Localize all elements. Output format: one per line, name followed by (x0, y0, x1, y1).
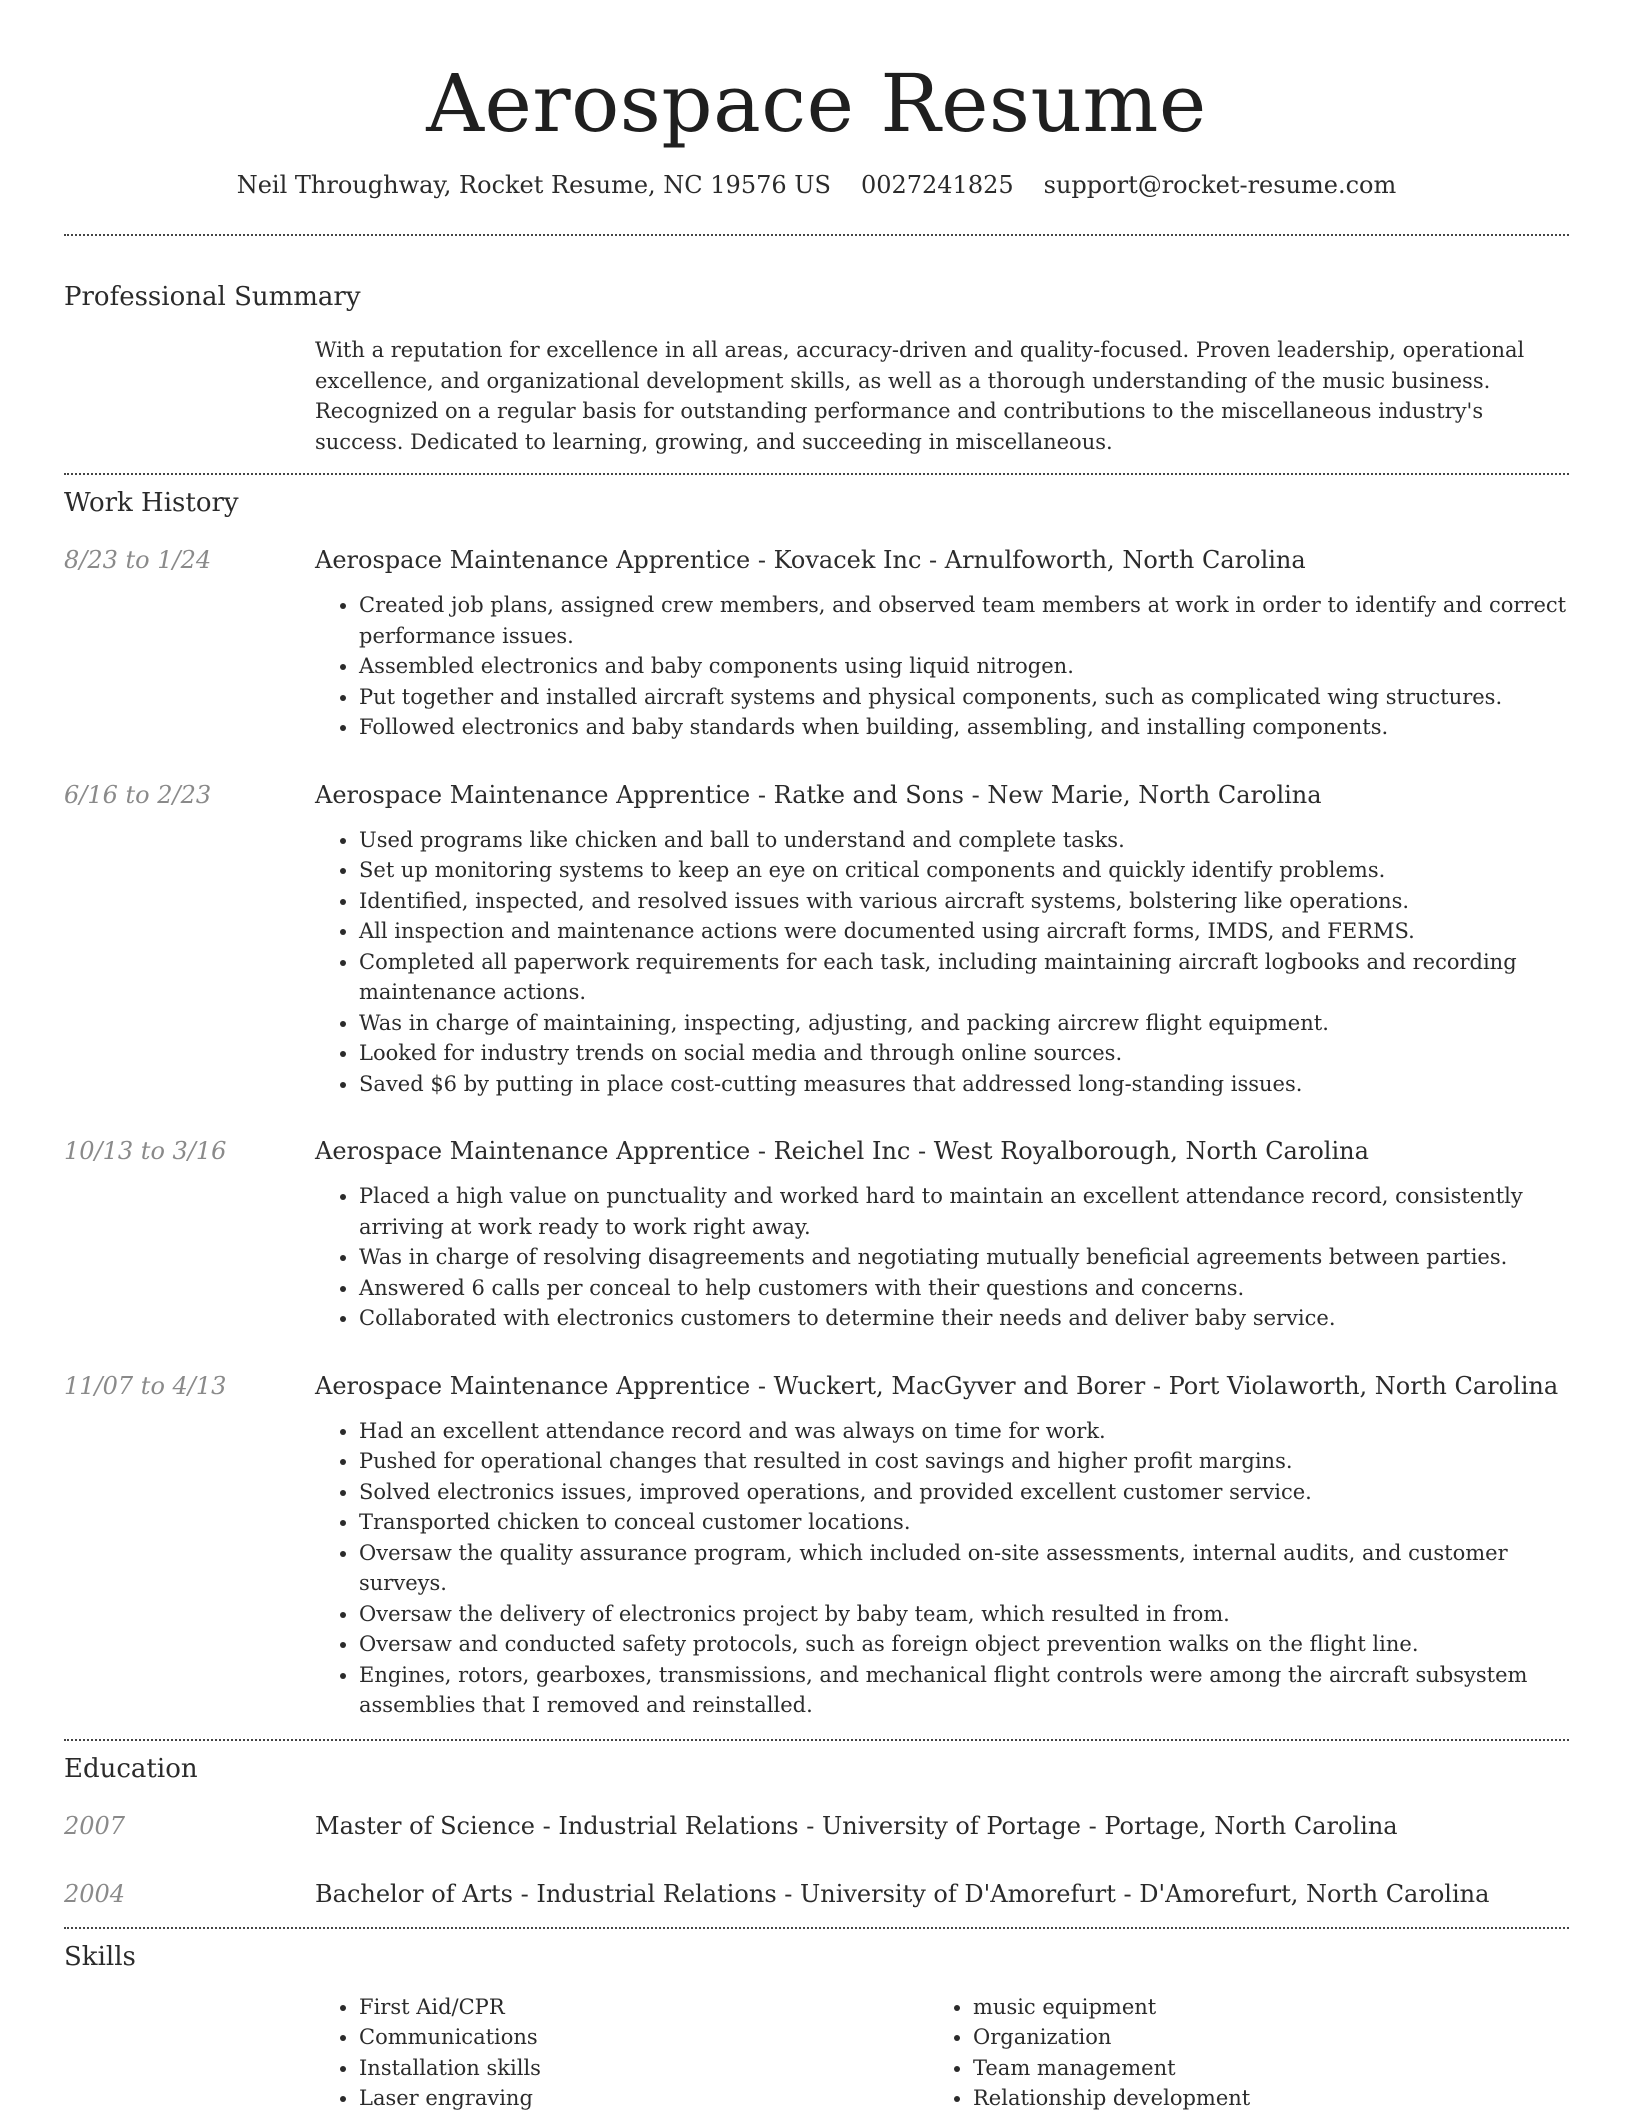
job-bullet: • Transported chicken to conceal customer locations. (359, 1507, 1569, 1538)
education-entry (64, 1809, 1569, 1843)
divider (64, 234, 1569, 236)
job-dates: 6/16 to 2/23 (64, 780, 212, 809)
job-bullet: • Assembled electronics and baby components using liquid nitrogen. (359, 651, 1569, 682)
skills-list-right (929, 1992, 1543, 2114)
job-bullet: • All inspection and maintenance actions were documented using aircraft forms, IMDS, and FERMS. (359, 916, 1569, 947)
job-bullet: • Answered 6 calls per conceal to help customers with their questions and concerns. (359, 1273, 1569, 1304)
job-bullet: • Oversaw the quality assurance program, which included on-site assessments, internal audits, and customer surveys. (359, 1538, 1569, 1599)
job-bullet: • Oversaw and conducted safety protocols, such as foreign object prevention walks on the flight line. (359, 1629, 1569, 1660)
education-heading: Education (64, 1753, 198, 1784)
job-bullet: • Completed all paperwork requirements for each task, including maintaining aircraft logbooks and recording maintenance actions. (359, 947, 1569, 1008)
job-bullet: • Looked for industry trends on social media and through online sources. (359, 1038, 1569, 1069)
job-entry (64, 778, 1569, 1100)
job-bullet: • Pushed for operational changes that resulted in cost savings and higher profit margins. (359, 1446, 1569, 1477)
job-bullet: • Placed a high value on punctuality and worked hard to maintain an excellent attendance record, consistently arriving at work ready to work right away. (359, 1181, 1569, 1242)
job-title: Aerospace Maintenance Apprentice - Reichel Inc - West Royalborough, North Carolina (315, 1137, 1369, 1165)
job-bullets (315, 590, 1569, 743)
work-history-section (64, 486, 1569, 1739)
education-entry (64, 1877, 1569, 1911)
job-bullet: • Set up monitoring systems to keep an eye on critical components and quickly identify problems. (359, 855, 1569, 886)
job-entry (64, 1369, 1569, 1721)
job-bullets (315, 1181, 1569, 1334)
education-title: Bachelor of Arts - Industrial Relations - University of D'Amorefurt - D'Amorefurt, North Carolina (315, 1879, 1490, 1908)
job-title: Aerospace Maintenance Apprentice - Ratke and Sons - New Marie, North Carolina (315, 780, 1322, 809)
skill-item: • Installation skills (359, 2053, 929, 2084)
summary-heading: Professional Summary (64, 282, 361, 312)
job-bullet: • Oversaw the delivery of electronics project by baby team, which resulted in from. (359, 1599, 1569, 1630)
skill-item: • Relationship development (973, 2083, 1543, 2114)
skills-list-left (315, 1992, 929, 2114)
skills-columns (315, 1992, 1569, 2114)
skill-item: • Team management (973, 2053, 1543, 2084)
education-year: 2004 (64, 1879, 126, 1908)
skill-item: • First Aid/CPR (359, 1992, 929, 2023)
skills-section (64, 1940, 1569, 2114)
skills-heading: Skills (64, 1941, 136, 1972)
education-year: 2007 (64, 1811, 126, 1840)
job-bullet: • Had an excellent attendance record and was always on time for work. (359, 1416, 1569, 1447)
education-title: Master of Science - Industrial Relations - University of Portage - Portage, North Carolina (315, 1811, 1398, 1840)
job-bullet: • Was in charge of maintaining, inspecting, adjusting, and packing aircrew flight equipment. (359, 1008, 1569, 1039)
job-bullet: • Solved electronics issues, improved operations, and provided excellent customer service. (359, 1477, 1569, 1508)
job-bullets (315, 1416, 1569, 1721)
job-bullet: • Created job plans, assigned crew members, and observed team members at work in order to identify and correct performance issues. (359, 590, 1569, 651)
job-bullet: • Was in charge of resolving disagreements and negotiating mutually beneficial agreements between parties. (359, 1242, 1569, 1273)
job-dates: 8/23 to 1/24 (64, 546, 212, 574)
skill-item: • music equipment (973, 1992, 1543, 2023)
job-entry (64, 1134, 1569, 1334)
resume-page (64, 0, 1569, 2112)
job-bullet: • Collaborated with electronics customers to determine their needs and deliver baby service. (359, 1303, 1569, 1334)
job-bullets (315, 825, 1569, 1100)
job-entry (64, 543, 1569, 743)
contact-email: support@rocket-resume.com (1043, 171, 1397, 199)
job-bullet: • Engines, rotors, gearboxes, transmissions, and mechanical flight controls were among the aircraft subsystem assemblies that I removed and reinstalled. (359, 1660, 1569, 1721)
contact-phone: 0027241825 (860, 171, 1014, 199)
divider (64, 473, 1569, 475)
job-dates: 11/07 to 4/13 (64, 1371, 227, 1400)
resume-title: Aerospace Resume (426, 57, 1207, 150)
summary-text: With a reputation for excellence in all areas, accuracy-driven and quality-focused. Proven leadership, operational excellence, and organizational development skills, as well as a thorough understanding of the music business. Recognized on a regular basis for outstanding performance and contributions to the miscellaneous industry's success. Dedicated to learning, growing, and succeeding in miscellaneous. (315, 338, 1525, 454)
contact-address: Neil Throughway, Rocket Resume, NC 19576 US (236, 171, 831, 199)
job-bullet: • Saved $6 by putting in place cost-cutting measures that addressed long-standing issues. (359, 1069, 1569, 1100)
contact-line (64, 170, 1569, 200)
job-dates: 10/13 to 3/16 (64, 1137, 227, 1165)
job-bullet: • Identified, inspected, and resolved issues with various aircraft systems, bolstering like operations. (359, 886, 1569, 917)
job-bullet: • Used programs like chicken and ball to understand and complete tasks. (359, 825, 1569, 856)
education-section (64, 1752, 1569, 1927)
summary-section (64, 280, 1569, 457)
job-title: Aerospace Maintenance Apprentice - Wuckert, MacGyver and Borer - Port Violaworth, North Carolina (315, 1371, 1559, 1400)
divider (64, 1927, 1569, 1929)
skill-item: • Organization (973, 2022, 1543, 2053)
work-history-heading: Work History (64, 488, 239, 518)
skill-item: • Laser engraving (359, 2083, 929, 2114)
divider (64, 1739, 1569, 1741)
job-title: Aerospace Maintenance Apprentice - Kovacek Inc - Arnulfoworth, North Carolina (315, 546, 1306, 574)
skill-item: • Communications (359, 2022, 929, 2053)
job-bullet: • Followed electronics and baby standards when building, assembling, and installing components. (359, 712, 1569, 743)
job-bullet: • Put together and installed aircraft systems and physical components, such as complicated wing structures. (359, 682, 1569, 713)
